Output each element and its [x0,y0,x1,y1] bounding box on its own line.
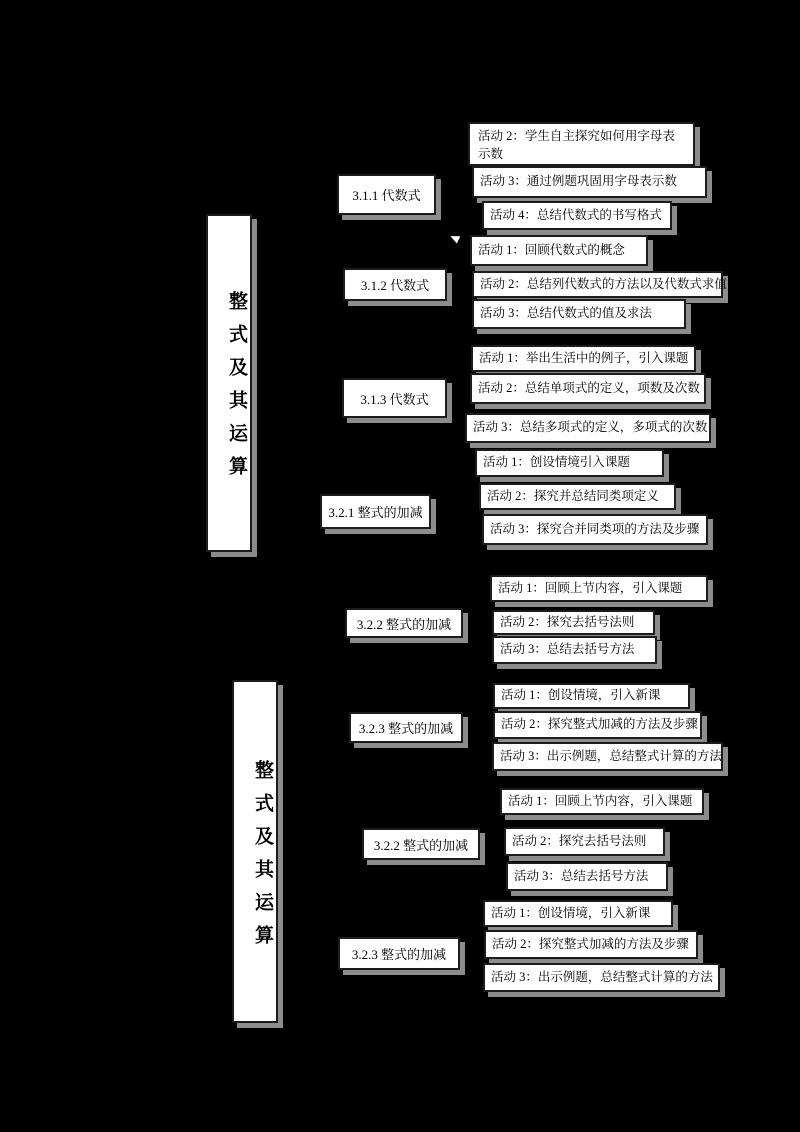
section-box-3-1-2: 3.1.2 代数式 [343,268,447,301]
section-box-3-2-2-b: 3.2.2 整式的加减 [362,828,480,860]
activity-box: 活动 1：举出生活中的例子，引入课题 [471,345,696,372]
chapter-title-box-1: 整式及其运算 [206,214,252,552]
activity-box: 活动 2：总结单项式的定义，项数及次数 [470,373,706,404]
activity-box: 活动 1：回顾上节内容，引入课题 [490,575,708,602]
activity-box: 活动 3：总结去括号方法 [492,636,657,664]
activity-box: 活动 2：探究去括号法则 [504,827,665,856]
chapter-title-box-2: 整式及其运算 [232,680,278,1023]
activity-box: 活动 1：创设情境引入课题 [475,449,664,477]
activity-box: 活动 3：通过例题巩固用字母表示数 [472,166,707,198]
activity-box: 活动 1：回顾代数式的概念 [470,235,648,266]
activity-box: 活动 2：探究去括号法则 [492,610,655,635]
section-box-3-1-3: 3.1.3 代数式 [342,378,447,418]
section-box-3-2-3-b: 3.2.3 整式的加减 [338,937,460,970]
activity-box: 活动 3：总结代数式的值及求法 [472,299,686,329]
activity-box: 活动 4：总结代数式的书写格式 [482,201,672,230]
section-box-3-2-2-a: 3.2.2 整式的加减 [345,608,463,638]
activity-box: 活动 2：总结列代数式的方法以及代数式求值 [472,271,723,298]
section-box-3-2-3-a: 3.2.3 整式的加减 [349,712,463,743]
activity-box: 活动 2：学生自主探究如何用字母表示数 [468,122,695,166]
connector-arrow-icon [449,232,461,243]
activity-box: 活动 2：探究整式加减的方法及步骤 [484,930,698,959]
section-box-3-1-1: 3.1.1 代数式 [337,174,436,215]
activity-box: 活动 3：探究合并同类项的方法及步骤 [482,514,708,545]
activity-box: 活动 1：创设情境，引入新课 [483,900,673,927]
activity-box: 活动 2：探究并总结同类项定义 [479,483,676,510]
activity-box: 活动 2：探究整式加减的方法及步骤 [493,711,702,739]
activity-box: 活动 3：总结多项式的定义，多项式的次数 [465,413,711,443]
activity-box: 活动 3：总结去括号方法 [506,862,668,891]
section-box-3-2-1: 3.2.1 整式的加减 [320,494,431,529]
activity-box: 活动 1：创设情境，引入新课 [493,683,690,709]
activity-box: 活动 3：出示例题，总结整式计算的方法 [483,963,720,992]
activity-box: 活动 3：出示例题，总结整式计算的方法 [492,742,723,771]
activity-box: 活动 1：回顾上节内容，引入课题 [500,788,704,815]
